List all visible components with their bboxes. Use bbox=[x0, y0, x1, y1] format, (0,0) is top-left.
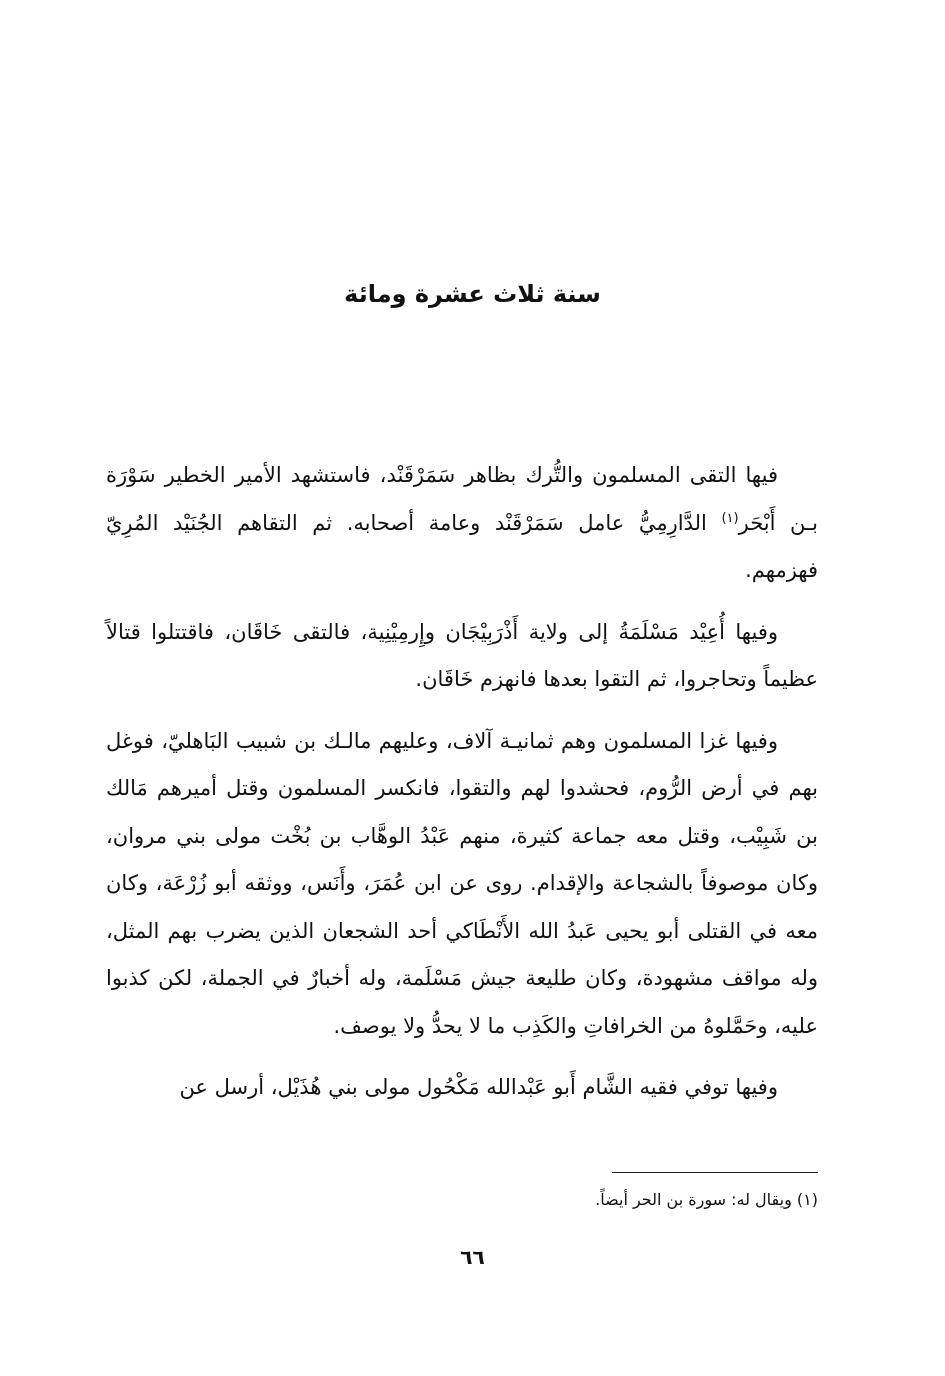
main-text bbox=[106, 452, 818, 1112]
footnote-divider bbox=[612, 1172, 818, 1173]
footnote-reference[interactable]: (١) bbox=[721, 510, 739, 526]
paragraph-2: وفيها أُعِيْد مَسْلَمَةُ إلى ولاية أَذْرَبِيْجَان وإِرمِيْنِية، فالتقى خَاقَان، فاقتتلوا قتالاً عظيماً وتحاجروا، ثم التقوا بعدها فانهزم خَاقَان. bbox=[106, 619, 818, 691]
chapter-title: سنة ثلاث عشرة ومائة bbox=[344, 280, 601, 308]
paragraph-1-text-before-footnote: فيها التقى المسلمون والتُّرك بظاهر سَمَرْقَنْد، فاستشهد الأمير الخطير سَوْرَة بـن أَبْحَر bbox=[106, 463, 819, 535]
paragraph-1 bbox=[106, 452, 818, 595]
page-number: ٦٦ bbox=[460, 1245, 485, 1269]
paragraph-3: وفيها غزا المسلمون وهم ثمانيـة آلاف، وعليهم مالـك بن شبيب البَاهليّ، فوغل بهم في أرض الرُّوم، فحشدوا لهم والتقوا، فانكسر المسلمون وقتل أميرهم مَالك بن شَبِيْب، وقتل معه جماعة كثيرة، منهم عَبْدُ الوهَّاب بن بُخْت مولى بني مروان، وكان موصوفاً بالشجاعة والإقدام. روى عن ابن عُمَرَ، وأَنَس، ووثقه أبو زُرْعَة، وكان معه في القتلى أبو يحيى عَبدُ الله الأَنْطَاكي أحد الشجعان الذين يضرب بهم المثل، وله مواقف مشهودة، وكان طليعة جيش مَسْلَمة، وله أخبارٌ في الجملة، لكن كذبوا عليه، وحَمَّلوهُ من الخرافاتِ والكَذِب ما لا يحدُّ ولا يوصف. bbox=[106, 728, 818, 1038]
paragraph-4: وفيها توفي فقيه الشَّام أَبو عَبْدالله مَكْحُول مولى بني هُذَيْل، أرسل عن bbox=[179, 1075, 778, 1099]
paragraph-1-text-after-footnote: الدَّارِمِيُّ عامل سَمَرْقَنْد وعامة أصحابه. ثم التقاهم الجُنَيْد المُرِيّ فهزمهم. bbox=[106, 510, 818, 582]
footnote: (١) ويقال له: سورة بن الحر أيضاً. bbox=[595, 1190, 818, 1209]
